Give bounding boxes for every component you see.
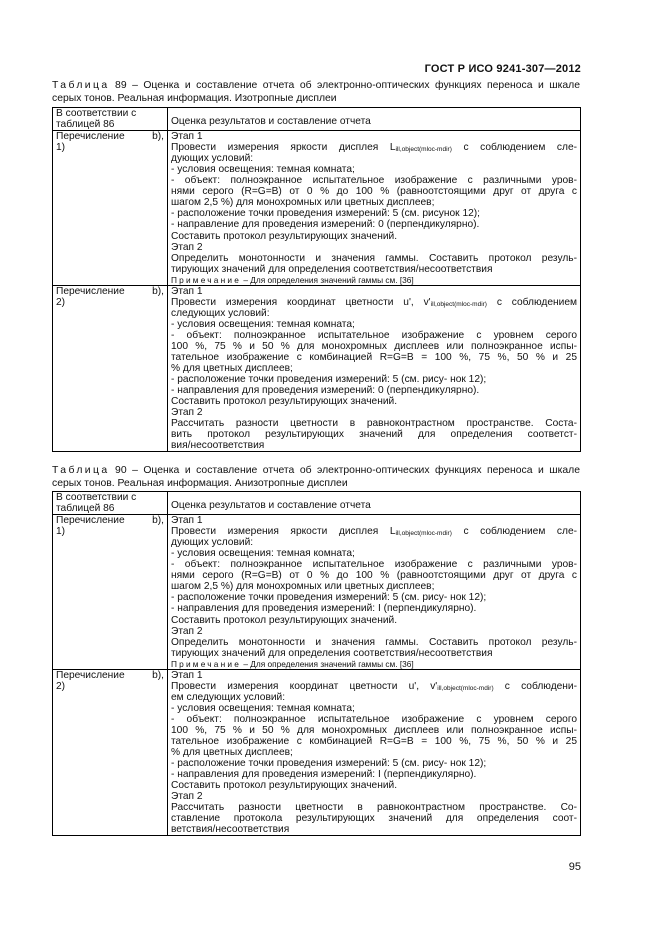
table-90-row1-ref: Перечисление b), 1) xyxy=(53,515,168,670)
table-row xyxy=(53,669,581,836)
table-90-row1-content xyxy=(168,515,581,670)
text-line: % для цветных дисплеев; xyxy=(171,747,293,759)
text-line: - расположение точки проведения измерений: 5 (см. рису- нок 12); xyxy=(171,374,487,386)
text-line: - направление для проведения измерений: 0 (перпендикулярно). xyxy=(171,219,480,231)
text-line: ветствия/несоответствия xyxy=(171,824,290,836)
text-line: Составить протокол результирующих значений. xyxy=(171,396,398,408)
text-line: нями серого (R=G=B) от 0 % до 100 % (равноотстоящими друг от друга с xyxy=(171,570,577,582)
text-line: Провести измерения координат цветности u', $v'_{ill,object(mloc-mdir)}$ с соблюдением xyxy=(171,296,577,308)
text-line: - объект: полноэкранное испытательное изображение с различными уров- xyxy=(171,175,577,187)
table-89-caption: Таблица 89 – Оценка и составление отчета об электронно-оптических функциях переноса и шкале серых тонов. Реальная информация. Изотропные дисплеи xyxy=(52,80,580,104)
text-line: ставление протокола результирующих значений для определения соот- xyxy=(171,813,577,825)
table-89-header-row xyxy=(53,108,581,131)
text-line: - объект: полноэкранное испытательное изображение с уровнем серого xyxy=(171,329,577,341)
text-line: - расположение точки проведения измерений: 5 (см. рису- нок 12); xyxy=(171,758,487,770)
table-89-col2-header: Оценка результатов и составление отчета xyxy=(168,108,581,131)
text-line: Рассчитать разности цветности в равноконтрастном пространстве. Со- xyxy=(171,802,577,814)
table-90 xyxy=(52,491,581,836)
table-90-col2-header: Оценка результатов и составление отчета xyxy=(168,492,581,515)
text-line: вить протокол результирующих значений для определения соответст- xyxy=(171,429,577,441)
text-line: вия/несоответствия xyxy=(171,440,265,452)
table-90-header-row xyxy=(53,492,581,515)
table-89-row1-ref: Перечисление b), 1) xyxy=(53,131,168,286)
text-line: - условия освещения: темная комната; xyxy=(171,548,355,560)
table-89 xyxy=(52,107,581,452)
text-line: тирующих значений для определения соответствия/несоответствия xyxy=(171,263,493,275)
text-line: - направления для проведения измерений: 0 (перпендикулярно). xyxy=(171,385,480,397)
text-line: Этап 1 xyxy=(171,285,203,297)
table-89-col1-header: В соответствии с таблицей 86 xyxy=(53,108,168,131)
table-90-row2-content xyxy=(168,669,581,836)
text-line: Этап 2 xyxy=(171,407,203,419)
text-line: тирующих значений для определения соответствия/несоответствия xyxy=(171,647,493,659)
text-line: Этап 1 xyxy=(171,515,203,527)
table-90-row2-ref: Перечисление b), 2) xyxy=(53,669,168,836)
text-line: Определить монотонности и значения гаммы. Составить протокол резуль- xyxy=(171,252,577,264)
text-line: Провести измерения координат цветности u', $v'_{ill,object(mloc-mdir)}$ с соблюдени- xyxy=(171,680,578,692)
text-line: 100 %, 75 % и 50 % для монохромных дисплеев или полноэкранное испы- xyxy=(171,340,577,352)
text-line: Рассчитать разности цветности в равноконтрастном пространстве. Соста- xyxy=(171,418,577,430)
text-line: - расположение точки проведения измерений: 5 (см. рису- нок 12); xyxy=(171,592,487,604)
table-90-col1-header: В соответствии с таблицей 86 xyxy=(53,492,168,515)
text-line: Этап 2 xyxy=(171,241,203,253)
text-line: Провести измерения яркости дисплея $L_{ill,object(mloc-mdir)}$ с соблюдением сле- xyxy=(171,142,578,154)
text-line: 100 %, 75 % и 50 % для монохромных дисплеев или полноэкранное испы- xyxy=(171,724,577,736)
table-90-caption: Таблица 90 – Оценка и составление отчета об электронно-оптических функциях переноса и шкале серых тонов. Реальная информация. Анизотропные дисплеи xyxy=(52,465,580,489)
text-line: Составить протокол результирующих значений. xyxy=(171,780,398,792)
table-89-row2-ref: Перечисление b), 2) xyxy=(53,285,168,452)
text-line: тательное изображение с комбинацией R=G=B = 100 %, 75 %, 50 % и 25 xyxy=(171,351,577,363)
table-row xyxy=(53,131,581,286)
text-line: Этап 1 xyxy=(171,131,203,143)
text-line: Провести измерения яркости дисплея $L_{ill,object(mloc-mdir)}$ с соблюдением сле- xyxy=(171,526,578,538)
text-line: - объект: полноэкранное испытательное изображение с уровнем серого xyxy=(171,713,577,725)
table-89-row1-content xyxy=(168,131,581,286)
table-row xyxy=(53,285,581,452)
text-line: дующих условий: xyxy=(171,153,254,165)
text-line: - условия освещения: темная комната; xyxy=(171,702,355,714)
text-line: - объект: полноэкранное испытательное изображение с различными уров- xyxy=(171,559,577,571)
text-line: Составить протокол результирующих значений. xyxy=(171,230,398,242)
text-line: Определить монотонности и значения гаммы. Составить протокол резуль- xyxy=(171,636,577,648)
text-line: Составить протокол результирующих значений. xyxy=(171,614,398,626)
table-89-note: Примечание – Для определения значений гаммы см. [36] xyxy=(171,274,414,285)
page-number: 95 xyxy=(568,861,581,873)
text-line: нями серого (R=G=B) от 0 % до 100 % (равноотстоящими друг от друга с xyxy=(171,186,577,198)
table-89-row2-content xyxy=(168,285,581,452)
text-line: - расположение точки проведения измерений: 5 (см. рисунок 12); xyxy=(171,208,481,220)
text-line: - условия освещения: темная комната; xyxy=(171,318,355,330)
text-line: шагом 2,5 %) для монохромных или цветных дисплеев; xyxy=(171,581,435,593)
text-line: % для цветных дисплеев; xyxy=(171,363,293,375)
text-line: - направления для проведения измерений: I (перпендикулярно). xyxy=(171,769,477,781)
text-line: следующих условий: xyxy=(171,307,270,319)
text-line: тательное изображение с комбинацией R=G=B = 100 %, 75 %, 50 % и 25 xyxy=(171,735,577,747)
text-line: Этап 1 xyxy=(171,669,203,681)
table-90-note: Примечание – Для определения значений гаммы см. [36] xyxy=(171,658,414,669)
text-line: - условия освещения: темная комната; xyxy=(171,164,355,176)
text-line: Этап 2 xyxy=(171,625,203,637)
text-line: шагом 2,5 %) для монохромных или цветных дисплеев; xyxy=(171,197,435,209)
text-line: - направления для проведения измерений: I (перпендикулярно). xyxy=(171,603,477,615)
document-header: ГОСТ Р ИСО 9241-307—2012 xyxy=(424,63,581,75)
text-line: ем следующих условий: xyxy=(171,691,286,703)
text-line: Этап 2 xyxy=(171,791,203,803)
text-line: дующих условий: xyxy=(171,537,254,549)
table-row xyxy=(53,515,581,670)
